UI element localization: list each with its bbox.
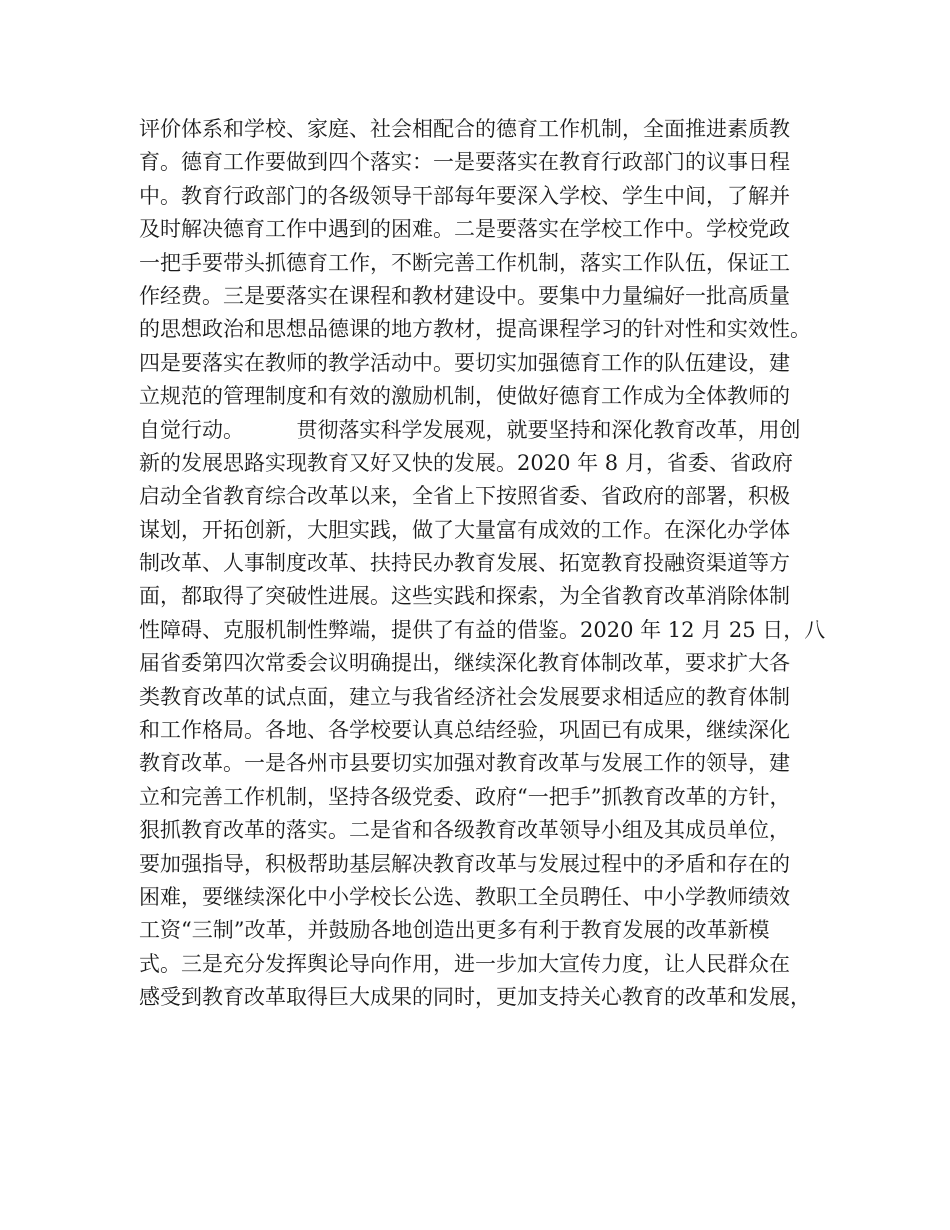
text-line: 工资“三制”改革，并鼓励各地创造出更多有利于教育发展的改革新模 [139, 918, 770, 943]
text-line: 式。三是充分发挥舆论导向作用，进一步加大宣传力度，让人民群众在 [139, 951, 790, 976]
text-line: 及时解决德育工作中遇到的困难。二是要落实在学校工作中。学校党政 [139, 217, 790, 242]
text-line: 作经费。三是要落实在课程和教材建设中。要集中力量编好一批高质量 [139, 283, 790, 308]
text-line: 评价体系和学校、家庭、社会相配合的德育工作机制，全面推进素质教 [139, 117, 790, 141]
text-line: 育。德育工作要做到四个落实：一是要落实在教育行政部门的议事日程 [139, 150, 790, 175]
text-line: 立规范的管理制度和有效的激励机制，使做好德育工作成为全体教师的 [139, 384, 790, 409]
body-text [139, 113, 839, 1015]
text-line: 要加强指导，积极帮助基层解决教育改革与发展过程中的矛盾和存在的 [139, 851, 790, 876]
text-line: 困难，要继续深化中小学校长公选、教职工全员聘任、中小学教师绩效 [139, 884, 790, 909]
text-line: 的思想政治和思想品德课的地方教材，提高课程学习的针对性和实效性。 [139, 317, 811, 342]
text-line: 和工作格局。各地、各学校要认真总结经验，巩固已有成果，继续深化 [139, 718, 790, 743]
text-line: 启动全省教育综合改革以来，全省上下按照省委、省政府的部署，积极 [139, 484, 790, 509]
text-line: 教育改革。一是各州市县要切实加强对教育改革与发展工作的领导，建 [139, 751, 790, 776]
text-line: 自觉行动。 贯彻落实科学发展观，就要坚持和深化教育改革，用创 [139, 417, 801, 442]
text-line: 一把手要带头抓德育工作，不断完善工作机制，落实工作队伍，保证工 [139, 250, 790, 275]
text-line: 立和完善工作机制，坚持各级党委、政府“一把手”抓教育改革的方针， [139, 784, 791, 809]
text-line: 四是要落实在教师的教学活动中。要切实加强德育工作的队伍建设，建 [139, 350, 790, 375]
text-line: 感受到教育改革取得巨大成果的同时，更加支持关心教育的改革和发展， [139, 985, 811, 1010]
text-line: 制改革、人事制度改革、扶持民办教育发展、拓宽教育投融资渠道等方 [139, 551, 790, 576]
text-line: 新的发展思路实现教育又好又快的发展。2020 年 8 月，省委、省政府 [139, 450, 793, 475]
text-line: 类教育改革的试点面，建立与我省经济社会发展要求相适应的教育体制 [139, 684, 790, 709]
text-line: 中。教育行政部门的各级领导干部每年要深入学校、学生中间，了解并 [139, 183, 790, 208]
text-line: 届省委第四次常委会议明确提出，继续深化教育体制改革，要求扩大各 [139, 651, 790, 676]
text-line: 谋划，开拓创新，大胆实践，做了大量富有成效的工作。在深化办学体 [139, 517, 790, 542]
text-line: 性障碍、克服机制性弊端，提供了有益的借鉴。2020 年 12 月 25 日，八 [139, 617, 826, 642]
text-line: 面，都取得了突破性进展。这些实践和探索，为全省教育改革消除体制 [139, 584, 790, 609]
text-line: 狠抓教育改革的落实。二是省和各级教育改革领导小组及其成员单位， [139, 818, 790, 843]
